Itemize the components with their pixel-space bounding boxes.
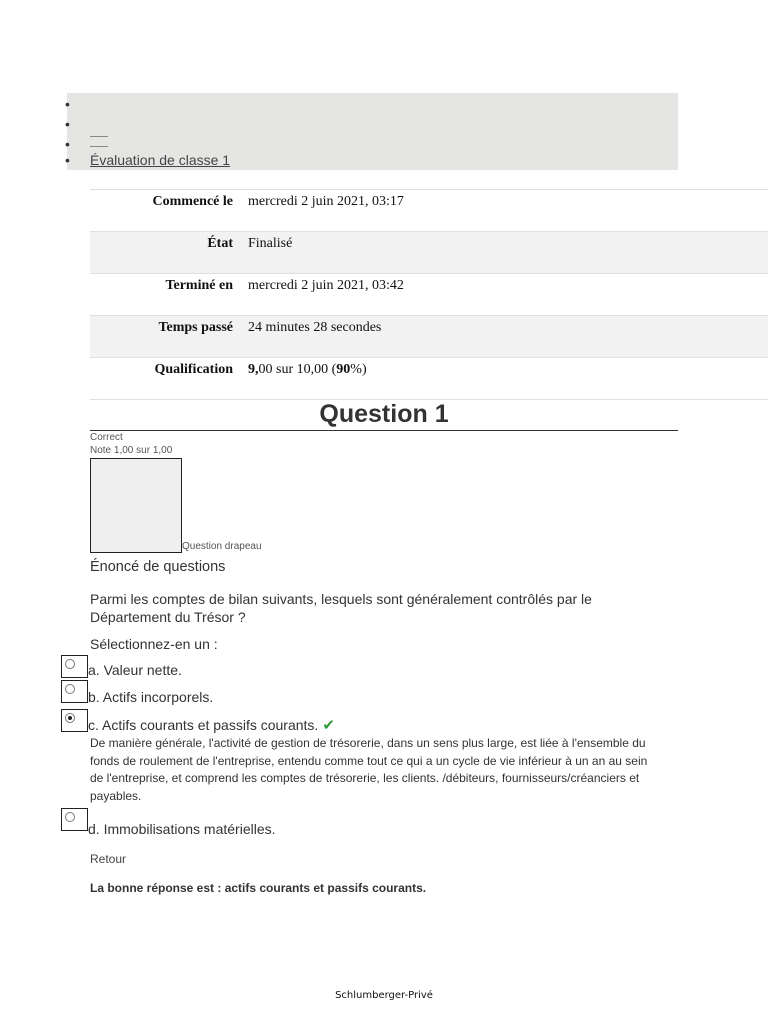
question-title: Question 1 (319, 400, 449, 428)
page-footer: Schlumberger-Privé (335, 990, 433, 1001)
radio-checked-icon[interactable] (65, 713, 75, 723)
radio-icon[interactable] (65, 659, 75, 669)
summary-grade-value (248, 362, 367, 378)
breadcrumb-link[interactable] (90, 136, 108, 137)
attempt-summary-table (90, 189, 768, 400)
summary-label: Qualification (154, 362, 233, 377)
option-d-radio[interactable] (61, 808, 88, 831)
summary-row-time-taken (90, 315, 768, 357)
flag-question-label[interactable]: Question drapeau (182, 541, 262, 552)
summary-row-completed (90, 273, 768, 315)
summary-value: 24 minutes 28 secondes (248, 320, 382, 335)
breadcrumb: • • • • Évaluation de classe 1 (67, 93, 678, 170)
question-heading: Énoncé de questions (90, 559, 226, 575)
question-status: Correct (90, 432, 123, 443)
check-icon: ✔ (322, 717, 335, 734)
option-b-label[interactable]: b. Actifs incorporels. (88, 689, 214, 705)
summary-value: mercredi 2 juin 2021, 03:17 (248, 194, 404, 209)
option-a-radio[interactable] (61, 655, 88, 678)
summary-row-grade (90, 357, 768, 400)
summary-label: Commencé le (152, 194, 233, 209)
question-divider (90, 430, 678, 431)
summary-row-state (90, 231, 768, 273)
summary-label: Temps passé (158, 320, 233, 335)
breadcrumb-link-quiz[interactable]: Évaluation de classe 1 (90, 152, 231, 168)
option-b-radio[interactable] (61, 680, 88, 703)
option-d-label[interactable]: d. Immobilisations matérielles. (88, 821, 276, 837)
grade-bold: 9, (248, 362, 259, 377)
percent-bold: 90 (336, 362, 351, 377)
retour-heading: Retour (90, 852, 127, 866)
correct-answer-text: La bonne réponse est : actifs courants et passifs courants. (90, 881, 427, 895)
summary-label: Terminé en (165, 278, 233, 293)
option-a-label[interactable]: a. Valeur nette. (88, 662, 182, 678)
option-c-radio[interactable] (61, 709, 88, 732)
radio-icon[interactable] (65, 684, 75, 694)
question-mark: Note 1,00 sur 1,00 (90, 445, 173, 456)
question-text: Parmi les comptes de bilan suivants, lesquels sont généralement contrôlés par le Département du Trésor ? (90, 591, 592, 625)
summary-row-started (90, 189, 768, 231)
option-c-label[interactable]: c. Actifs courants et passifs courants. (88, 717, 319, 733)
question-prompt: Sélectionnez-en un : (90, 636, 218, 652)
option-feedback: De manière générale, l'activité de gestion de trésorerie, dans un sens plus large, est liée à l'ensemble du fonds de roulement de l'entreprise, entendu comme tout ce qui a un cycle de vie inférieur à un an au sein de l'entreprise, et comprend les comptes de trésorerie, les clients. /débiteurs, fournisseurs/créanciers et payables. (90, 736, 648, 803)
radio-icon[interactable] (65, 812, 75, 822)
percent-rest: %) (350, 362, 367, 377)
grade-rest: 00 sur 10,00 ( (258, 362, 337, 377)
summary-value: mercredi 2 juin 2021, 03:42 (248, 278, 404, 293)
flag-question-button[interactable] (90, 458, 182, 553)
summary-value: Finalisé (248, 236, 293, 251)
summary-label: État (207, 236, 233, 251)
breadcrumb-link[interactable] (90, 146, 108, 147)
option-c[interactable] (88, 716, 335, 734)
